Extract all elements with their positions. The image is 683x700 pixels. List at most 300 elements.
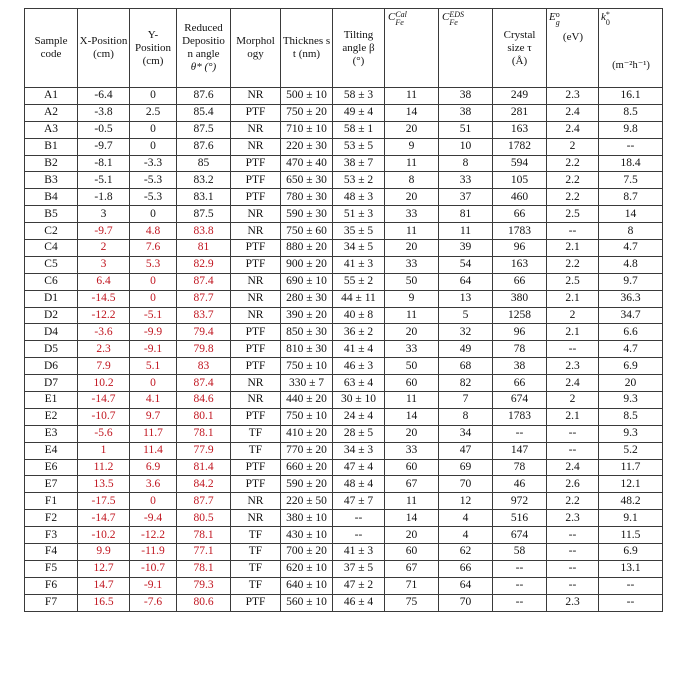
cell-tilt: 47 ± 2 [333,577,385,594]
cell-ccal: 14 [385,104,439,121]
cell-eg: 2.4 [547,375,599,392]
cell-crystal: -- [493,577,547,594]
cell-morph: PTF [231,324,281,341]
cell-ccal: 11 [385,88,439,105]
cell-morph: PTF [231,189,281,206]
cell-tilt: 35 ± 5 [333,223,385,240]
cell-angle: 80.5 [177,510,231,527]
cell-eg: 2.3 [547,88,599,105]
table-row [25,459,663,476]
cell-y: 0 [130,290,177,307]
table-body [25,88,663,612]
header-rate-constant-unit: (m⁻²h⁻¹) [612,60,650,71]
cell-code: E7 [25,476,78,493]
cell-tilt: 48 ± 4 [333,476,385,493]
cell-ceds: 38 [439,88,493,105]
cell-k: 20 [599,375,663,392]
cell-angle: 83.8 [177,223,231,240]
cell-ccal: 20 [385,527,439,544]
cell-tilt: 53 ± 2 [333,172,385,189]
cell-morph: PTF [231,358,281,375]
table-row [25,290,663,307]
cell-ceds: 64 [439,577,493,594]
cell-ceds: 70 [439,476,493,493]
cell-tilt: 55 ± 2 [333,273,385,290]
header-crystal-size-label: Crystal size τ [503,28,536,54]
header-c-fe-cal-sup: Cal [395,10,407,19]
table-row [25,88,663,105]
cell-tilt: 47 ± 7 [333,493,385,510]
header-band-gap-base: E [549,11,556,23]
cell-eg: -- [547,442,599,459]
cell-code: F6 [25,577,78,594]
cell-morph: TF [231,544,281,561]
header-crystal-size-unit: (Å) [511,54,528,67]
cell-thick: 770 ± 20 [281,442,333,459]
cell-morph: TF [231,442,281,459]
cell-code: D5 [25,341,78,358]
cell-crystal: 66 [493,375,547,392]
cell-morph: NR [231,206,281,223]
cell-eg: 2.2 [547,172,599,189]
cell-angle: 87.5 [177,121,231,138]
table-row [25,408,663,425]
sample-properties-table [24,8,663,612]
cell-k: 13.1 [599,560,663,577]
cell-x: 3 [78,256,130,273]
cell-thick: 750 ± 10 [281,408,333,425]
cell-ccal: 20 [385,240,439,257]
cell-angle: 87.6 [177,138,231,155]
cell-eg: 2.5 [547,273,599,290]
cell-k: 6.9 [599,358,663,375]
cell-thick: 430 ± 10 [281,527,333,544]
cell-code: F5 [25,560,78,577]
cell-k: 4.7 [599,341,663,358]
cell-thick: 750 ± 10 [281,358,333,375]
cell-eg: 2.3 [547,594,599,611]
cell-y: 4.1 [130,392,177,409]
cell-code: C6 [25,273,78,290]
cell-tilt: 34 ± 5 [333,240,385,257]
cell-ccal: 60 [385,459,439,476]
cell-k: 14 [599,206,663,223]
cell-crystal: 972 [493,493,547,510]
cell-eg: -- [547,425,599,442]
cell-angle: 87.5 [177,206,231,223]
cell-eg: -- [547,527,599,544]
cell-k: 9.1 [599,510,663,527]
cell-crystal: 460 [493,189,547,206]
cell-x: 12.7 [78,560,130,577]
header-c-fe-cal-sub: Fe [395,18,404,27]
cell-y: -12.2 [130,527,177,544]
cell-morph: NR [231,223,281,240]
cell-x: 7.9 [78,358,130,375]
cell-ceds: 13 [439,290,493,307]
cell-k: 9.3 [599,425,663,442]
cell-y: 6.9 [130,459,177,476]
cell-y: -5.3 [130,189,177,206]
cell-code: B2 [25,155,78,172]
cell-morph: TF [231,527,281,544]
cell-ccal: 67 [385,476,439,493]
cell-morph: NR [231,493,281,510]
table-row [25,594,663,611]
cell-k: 9.8 [599,121,663,138]
cell-x: -5.1 [78,172,130,189]
cell-crystal: 66 [493,206,547,223]
cell-tilt: 51 ± 3 [333,206,385,223]
cell-ccal: 11 [385,493,439,510]
cell-code: A2 [25,104,78,121]
cell-crystal: 58 [493,544,547,561]
table-row [25,307,663,324]
cell-morph: NR [231,138,281,155]
cell-ceds: 39 [439,240,493,257]
cell-angle: 82.9 [177,256,231,273]
cell-k: 8.5 [599,408,663,425]
header-c-fe-eds [439,9,493,88]
table-row [25,104,663,121]
cell-x: -6.4 [78,88,130,105]
header-deposition-angle [177,9,231,88]
cell-tilt: 28 ± 5 [333,425,385,442]
cell-eg: -- [547,223,599,240]
cell-eg: 2.2 [547,155,599,172]
cell-y: 3.6 [130,476,177,493]
cell-eg: -- [547,341,599,358]
cell-tilt: 63 ± 4 [333,375,385,392]
cell-crystal: -- [493,560,547,577]
cell-thick: 690 ± 10 [281,273,333,290]
cell-tilt: 34 ± 3 [333,442,385,459]
header-c-fe-eds-base: C [442,11,450,23]
cell-k: -- [599,577,663,594]
cell-eg: -- [547,544,599,561]
table-row [25,392,663,409]
cell-thick: 220 ± 50 [281,493,333,510]
cell-ccal: 11 [385,392,439,409]
cell-code: F3 [25,527,78,544]
cell-morph: NR [231,510,281,527]
cell-thick: 620 ± 10 [281,560,333,577]
cell-eg: 2.6 [547,476,599,493]
header-band-gap [547,9,599,88]
cell-angle: 81.4 [177,459,231,476]
cell-tilt: -- [333,527,385,544]
header-morphology: Morphol ogy [231,9,281,88]
cell-k: 9.7 [599,273,663,290]
cell-y: -10.7 [130,560,177,577]
cell-code: C5 [25,256,78,273]
cell-ccal: 33 [385,206,439,223]
cell-ccal: 11 [385,155,439,172]
cell-k: 34.7 [599,307,663,324]
cell-ceds: 38 [439,104,493,121]
cell-eg: 2 [547,392,599,409]
cell-x: 6.4 [78,273,130,290]
cell-thick: 220 ± 30 [281,138,333,155]
cell-ceds: 8 [439,408,493,425]
header-deposition-angle-symbol: θ* (°) [190,61,217,73]
cell-ceds: 81 [439,206,493,223]
cell-ccal: 11 [385,307,439,324]
cell-eg: 2.2 [547,493,599,510]
header-c-fe-eds-sup: EDS [449,10,465,19]
cell-ceds: 12 [439,493,493,510]
cell-eg: 2.3 [547,358,599,375]
cell-y: 5.3 [130,256,177,273]
cell-eg: 2.2 [547,256,599,273]
header-rate-constant [599,9,663,88]
cell-k: 16.1 [599,88,663,105]
cell-morph: NR [231,88,281,105]
cell-tilt: 40 ± 8 [333,307,385,324]
cell-ccal: 14 [385,510,439,527]
cell-morph: NR [231,273,281,290]
cell-k: 48.2 [599,493,663,510]
cell-x: -5.6 [78,425,130,442]
cell-angle: 87.6 [177,88,231,105]
cell-tilt: 24 ± 4 [333,408,385,425]
cell-code: B4 [25,189,78,206]
cell-tilt: 58 ± 1 [333,121,385,138]
cell-thick: 750 ± 60 [281,223,333,240]
cell-x: -8.1 [78,155,130,172]
cell-code: D1 [25,290,78,307]
cell-eg: 2 [547,138,599,155]
cell-thick: 850 ± 30 [281,324,333,341]
cell-x: -0.5 [78,121,130,138]
cell-x: -3.8 [78,104,130,121]
table-row [25,527,663,544]
cell-code: E3 [25,425,78,442]
header-tilting-angle-label: Tilting angle β [342,28,375,54]
cell-thick: 900 ± 20 [281,256,333,273]
cell-thick: 410 ± 20 [281,425,333,442]
table-row [25,341,663,358]
cell-angle: 80.6 [177,594,231,611]
cell-ceds: 7 [439,392,493,409]
cell-y: -5.3 [130,172,177,189]
cell-y: -11.9 [130,544,177,561]
table-row [25,155,663,172]
cell-morph: TF [231,577,281,594]
cell-y: 0 [130,88,177,105]
cell-ceds: 32 [439,324,493,341]
cell-crystal: 281 [493,104,547,121]
cell-x: -14.5 [78,290,130,307]
table-row [25,375,663,392]
cell-x: 2.3 [78,341,130,358]
cell-x: 14.7 [78,577,130,594]
cell-code: C4 [25,240,78,257]
cell-morph: PTF [231,341,281,358]
cell-k: 18.4 [599,155,663,172]
table-row [25,223,663,240]
cell-ceds: 54 [439,256,493,273]
cell-morph: NR [231,290,281,307]
cell-angle: 80.1 [177,408,231,425]
cell-crystal: 46 [493,476,547,493]
header-c-fe-eds-sub: Fe [449,18,458,27]
cell-morph: PTF [231,459,281,476]
cell-tilt: 44 ± 11 [333,290,385,307]
header-c-fe-cal [385,9,439,88]
cell-crystal: 96 [493,240,547,257]
cell-crystal: 96 [493,324,547,341]
cell-thick: 330 ± 7 [281,375,333,392]
table-row [25,544,663,561]
cell-ccal: 20 [385,324,439,341]
cell-crystal: 380 [493,290,547,307]
cell-crystal: 105 [493,172,547,189]
cell-thick: 880 ± 20 [281,240,333,257]
cell-tilt: 46 ± 4 [333,594,385,611]
cell-k: 6.6 [599,324,663,341]
cell-code: D4 [25,324,78,341]
cell-morph: NR [231,307,281,324]
cell-angle: 87.7 [177,493,231,510]
cell-y: -5.1 [130,307,177,324]
cell-ccal: 50 [385,358,439,375]
cell-x: -9.7 [78,223,130,240]
cell-y: -9.4 [130,510,177,527]
cell-eg: 2.4 [547,459,599,476]
cell-x: 2 [78,240,130,257]
cell-y: 5.1 [130,358,177,375]
cell-thick: 780 ± 30 [281,189,333,206]
cell-tilt: 41 ± 3 [333,256,385,273]
cell-y: -9.1 [130,577,177,594]
cell-crystal: 674 [493,527,547,544]
table-row [25,425,663,442]
cell-ceds: 37 [439,189,493,206]
cell-ccal: 50 [385,273,439,290]
cell-tilt: 53 ± 5 [333,138,385,155]
cell-thick: 710 ± 10 [281,121,333,138]
cell-code: B1 [25,138,78,155]
cell-angle: 78.1 [177,425,231,442]
cell-angle: 79.3 [177,577,231,594]
table-row [25,476,663,493]
cell-ccal: 11 [385,223,439,240]
cell-k: 4.8 [599,256,663,273]
cell-morph: PTF [231,476,281,493]
cell-thick: 810 ± 30 [281,341,333,358]
cell-tilt: 49 ± 4 [333,104,385,121]
cell-ceds: 68 [439,358,493,375]
cell-x: 1 [78,442,130,459]
cell-angle: 87.4 [177,375,231,392]
cell-eg: -- [547,577,599,594]
cell-code: B3 [25,172,78,189]
cell-thick: 660 ± 20 [281,459,333,476]
cell-eg: -- [547,560,599,577]
cell-ccal: 60 [385,375,439,392]
cell-angle: 79.4 [177,324,231,341]
cell-morph: PTF [231,172,281,189]
cell-ccal: 33 [385,256,439,273]
cell-k: 8.7 [599,189,663,206]
cell-thick: 650 ± 30 [281,172,333,189]
cell-code: E1 [25,392,78,409]
cell-tilt: 41 ± 4 [333,341,385,358]
table-row [25,442,663,459]
cell-y: 0 [130,273,177,290]
header-x-position: X-Position (cm) [78,9,130,88]
cell-crystal: 38 [493,358,547,375]
cell-code: D7 [25,375,78,392]
cell-k: 6.9 [599,544,663,561]
cell-tilt: 36 ± 2 [333,324,385,341]
header-rate-constant-base: k [601,11,606,23]
cell-angle: 77.9 [177,442,231,459]
cell-ceds: 5 [439,307,493,324]
cell-y: -9.1 [130,341,177,358]
cell-crystal: 78 [493,341,547,358]
table-row [25,240,663,257]
header-rate-constant-sub: 0 [605,18,610,27]
cell-angle: 87.7 [177,290,231,307]
cell-ccal: 8 [385,172,439,189]
cell-thick: 500 ± 10 [281,88,333,105]
cell-eg: 2 [547,307,599,324]
cell-angle: 78.1 [177,527,231,544]
cell-code: E6 [25,459,78,476]
cell-ceds: 8 [439,155,493,172]
cell-x: 10.2 [78,375,130,392]
cell-ceds: 33 [439,172,493,189]
cell-x: -10.7 [78,408,130,425]
cell-angle: 85 [177,155,231,172]
header-tilting-angle [333,9,385,88]
cell-thick: 280 ± 30 [281,290,333,307]
header-crystal-size [493,9,547,88]
header-c-fe-cal-base: C [388,11,396,23]
cell-code: E4 [25,442,78,459]
cell-eg: 2.1 [547,408,599,425]
cell-crystal: 147 [493,442,547,459]
cell-ccal: 71 [385,577,439,594]
header-y-position: Y-Position (cm) [130,9,177,88]
header-band-gap-sub: g [555,18,560,27]
cell-tilt: 41 ± 3 [333,544,385,561]
cell-angle: 84.6 [177,392,231,409]
cell-ccal: 33 [385,341,439,358]
cell-thick: 470 ± 40 [281,155,333,172]
cell-thick: 590 ± 30 [281,206,333,223]
cell-code: D6 [25,358,78,375]
cell-ceds: 69 [439,459,493,476]
cell-crystal: 516 [493,510,547,527]
header-rate-constant-sup: * [605,10,610,19]
cell-angle: 81 [177,240,231,257]
table-row [25,577,663,594]
cell-tilt: 48 ± 3 [333,189,385,206]
cell-thick: 560 ± 10 [281,594,333,611]
cell-code: F1 [25,493,78,510]
cell-angle: 77.1 [177,544,231,561]
cell-y: 9.7 [130,408,177,425]
cell-x: 3 [78,206,130,223]
cell-code: D2 [25,307,78,324]
cell-k: 9.3 [599,392,663,409]
cell-crystal: 78 [493,459,547,476]
cell-crystal: 1258 [493,307,547,324]
cell-x: 11.2 [78,459,130,476]
